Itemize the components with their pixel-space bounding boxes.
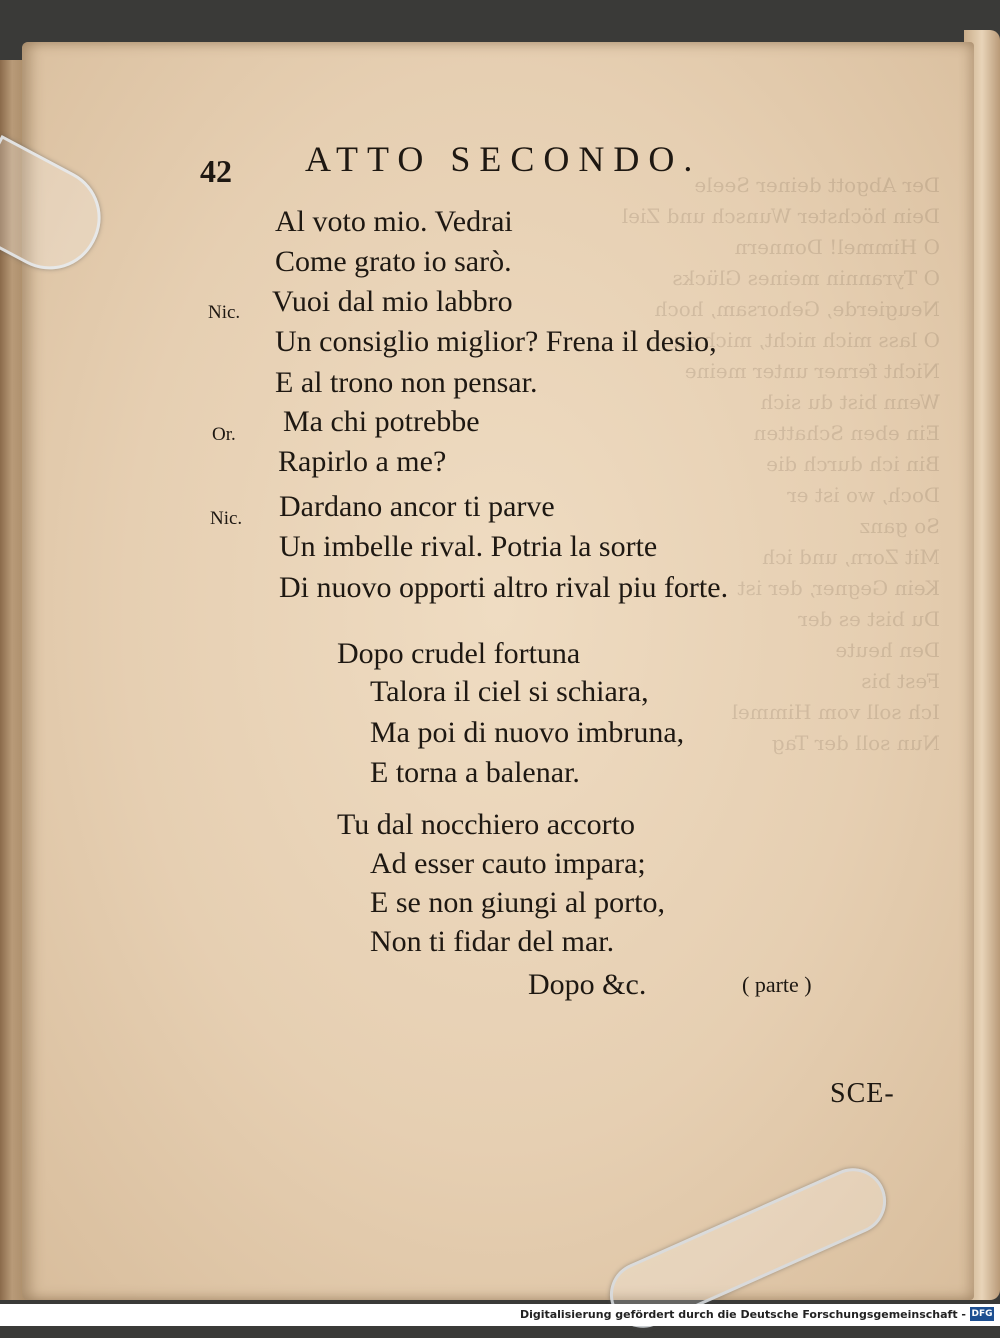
aria-line: Dopo crudel fortuna xyxy=(337,637,581,670)
aria-line: E se non giungi al porto, xyxy=(370,886,665,919)
speaker-label: Or. xyxy=(212,424,236,445)
page-number: 42 xyxy=(200,153,232,189)
verse-line: Un imbelle rival. Potria la sorte xyxy=(279,530,658,563)
verse-line: E al trono non pensar. xyxy=(275,366,538,399)
da-capo-marker: Dopo &c. xyxy=(528,968,647,1001)
stage-direction: ( parte ) xyxy=(742,972,812,997)
verse-line: Di nuovo opporti altro rival piu forte. xyxy=(279,571,729,604)
aria-line: Ad esser cauto impara; xyxy=(370,847,646,880)
aria-line: Tu dal nocchiero accorto xyxy=(337,808,635,841)
verse-line: Un consiglio miglior? Frena il desio, xyxy=(275,325,717,358)
verse-line: Dardano ancor ti parve xyxy=(279,490,555,523)
verse-line: Ma chi potrebbe xyxy=(283,405,480,438)
aria-line: Ma poi di nuovo imbruna, xyxy=(370,716,685,749)
aria-line: E torna a balenar. xyxy=(370,756,580,789)
catchword: SCE- xyxy=(830,1078,895,1109)
verse-line: Come grato io sarò. xyxy=(275,245,512,278)
verse-line: Rapirlo a me? xyxy=(278,445,447,478)
digitization-credit: Digitalisierung gefördert durch die Deutsche Forschungsgemeinschaft - xyxy=(519,1308,966,1321)
speaker-label: Nic. xyxy=(208,302,241,323)
verse-line: Al voto mio. Vedrai xyxy=(275,205,513,238)
dfg-logo: DFG xyxy=(971,1309,993,1319)
bleed-through-text: Der Abgott deiner Seele Dein höchster Wunsch und Ziel O Himmel! Donnern O Tyrannin meines Glücks Neugierde, Gehorsam, hoch O lass mich nicht, mich zu Nicht ferner unter meine Wenn bist du sich Ein eben Schatten Bin ich durch die Doch, wo ist er So ganz Mit Zorn, und ich Kein Gegner, der ist Du bist es der Den heute Fest bis Ich soll vom Himmel Nun soll der Tag xyxy=(621,173,940,755)
act-header: ATTO SECONDO. xyxy=(305,139,702,179)
aria-line: Talora il ciel si schiara, xyxy=(370,675,649,708)
aria-line: Non ti fidar del mar. xyxy=(370,925,615,958)
verse-line: Vuoi dal mio labbro xyxy=(272,285,513,318)
speaker-label: Nic. xyxy=(210,508,243,529)
